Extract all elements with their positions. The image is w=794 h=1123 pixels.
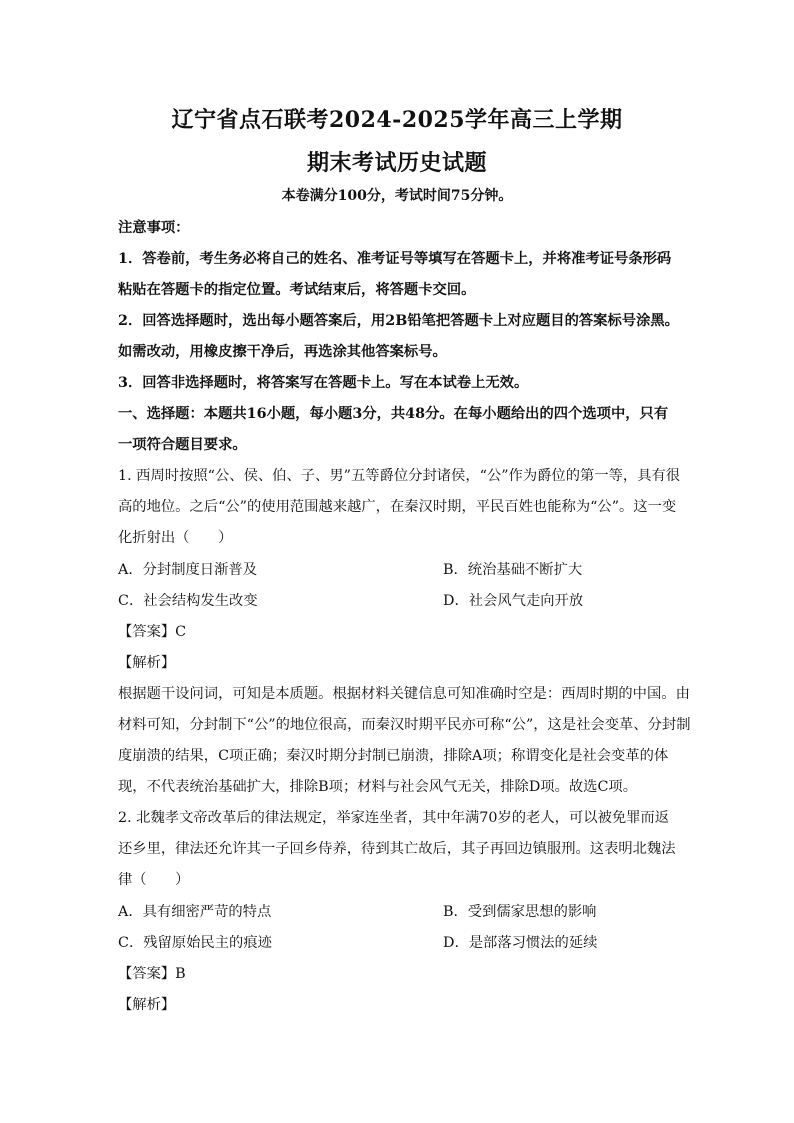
question-1-analysis: 材料可知，分封制下“公”的地位很高，而秦汉时期平民亦可称“公”，这是社会变革、分封制 <box>118 717 691 733</box>
question-2-stem: 2. 北魏孝文帝改革后的律法规定，举家连坐者，其中年满70岁的老人，可以被免罪而返 <box>118 810 670 826</box>
question-2-option-a: A．具有细密严苛的特点 <box>118 904 272 920</box>
section-heading: 一项符合题目要求。 <box>118 437 247 453</box>
question-1-option-d: D．社会风气走向开放 <box>443 593 584 609</box>
exam-title-line2: 期末考试历史试题 <box>306 150 487 176</box>
question-2-answer: 【答案】B <box>118 966 186 982</box>
question-1-option-c: C．社会结构发生改变 <box>118 593 258 609</box>
question-1-analysis: 根据题干设问词，可知是本质题。根据材料关键信息可知准确时空是：西周时期的中国。由 <box>118 686 690 702</box>
section-heading: 一、选择题：本题共16小题，每小题3分，共48分。在每小题给出的四个选项中，只有 <box>118 406 669 422</box>
question-2-option-d: D．是部落习惯法的延续 <box>443 935 598 951</box>
question-1-stem: 高的地位。之后“公”的使用范围越来越广，在秦汉时期，平民百姓也能称为“公”。这一变 <box>118 499 677 515</box>
question-1-option-a: A．分封制度日渐普及 <box>118 562 257 578</box>
question-2-analysis-label: 【解析】 <box>118 997 176 1013</box>
question-1-analysis: 现，不代表统治基础扩大，排除B项；材料与社会风气无关，排除D项。故选C项。 <box>118 779 637 795</box>
question-1-analysis: 度崩溃的结果，C项正确；秦汉时期分封制已崩溃，排除A项；称谓变化是社会变革的体 <box>118 748 669 764</box>
question-1-option-b: B．统治基础不断扩大 <box>443 562 583 578</box>
question-2-option-c: C．残留原始民主的痕迹 <box>118 935 272 951</box>
question-1-stem: 1. 西周时按照“公、侯、伯、子、男”五等爵位分封诸侯，“公”作为爵位的第一等，具有很 <box>118 468 681 484</box>
question-1-analysis-label: 【解析】 <box>118 655 176 671</box>
exam-title-line1: 辽宁省点石联考2024-2025学年高三上学期 <box>171 107 623 133</box>
exam-subtitle: 本卷满分100分，考试时间75分钟。 <box>281 188 513 204</box>
question-1-answer: 【答案】C <box>118 624 187 640</box>
question-2-stem: 律（ ） <box>118 872 190 888</box>
notes-line: 如需改动，用橡皮擦干净后，再选涂其他答案标号。 <box>118 344 447 360</box>
notes-heading: 注意事项： <box>118 220 190 236</box>
notes-line: 2．回答选择题时，选出每小题答案后，用2B铅笔把答题卡上对应题目的答案标号涂黑。 <box>118 313 679 329</box>
question-2-stem: 还乡里，律法还允许其一子回乡侍养，待到其亡故后，其子再回边镇服刑。这表明北魏法 <box>118 841 676 857</box>
question-1-stem: 化折射出（ ） <box>118 530 233 546</box>
notes-line: 3．回答非选择题时，将答案写在答题卡上。写在本试卷上无效。 <box>118 375 529 391</box>
question-2-option-b: B．受到儒家思想的影响 <box>443 904 597 920</box>
notes-line: 粘贴在答题卡的指定位置。考试结束后，将答题卡交回。 <box>118 282 476 298</box>
notes-line: 1．答卷前，考生务必将自己的姓名、准考证号等填写在答题卡上，并将准考证号条形码 <box>118 251 672 267</box>
